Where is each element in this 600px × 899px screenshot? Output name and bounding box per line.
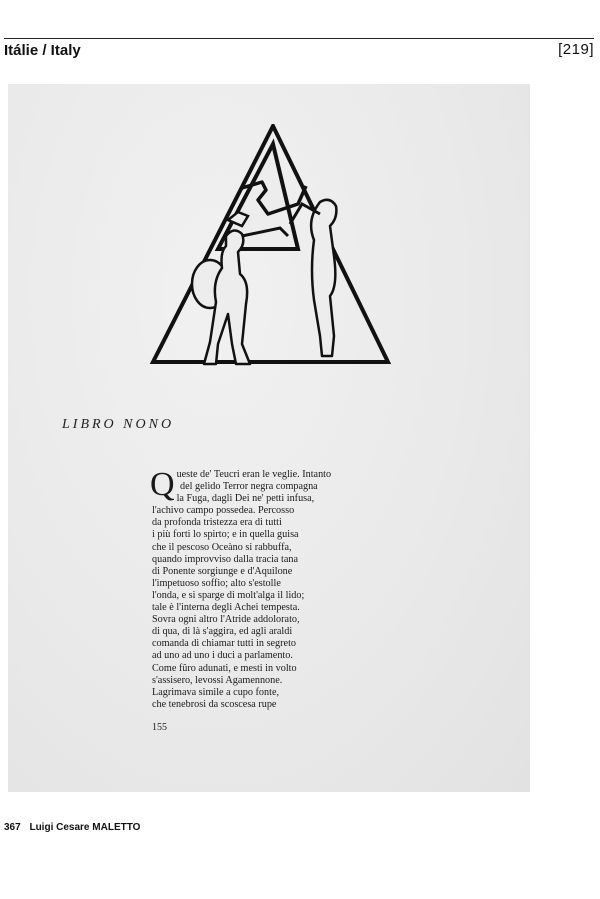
poem-line: del gelido Terror negra compagna xyxy=(180,481,318,493)
poem-line: Sovra ogni altro l'Atride addolorato, xyxy=(152,614,300,626)
poem-line: la Fuga, dagli Dei ne' petti infusa, xyxy=(176,493,315,505)
caption-number: 367 xyxy=(4,822,21,833)
poem-line: da profonda tristezza era di tutti xyxy=(152,517,282,529)
poem-line: Lagrimava simile a cupo fonte, xyxy=(152,686,280,698)
page-number: 155 xyxy=(152,722,167,733)
poem-line: s'assisero, levossi Agamennone. xyxy=(152,674,283,686)
poem-line: comanda di chiamar tutti in segreto xyxy=(152,638,296,650)
caption-author-first: Luigi Cesare xyxy=(29,822,90,833)
poem-line: che tenebrosi da scoscesa rupe xyxy=(152,698,277,710)
book-title: LIBRO NONO xyxy=(62,417,175,432)
poem-line: l'onda, e si sparge di molt'alga il lido; xyxy=(152,589,305,601)
triangle-figures-illustration xyxy=(148,124,398,374)
poem-line: i più forti lo spirto; e in quella guisa xyxy=(152,529,299,541)
header-page-ref: [219] xyxy=(558,41,594,58)
poem-line: di qua, di là s'aggira, ed agli araldi xyxy=(152,626,293,638)
poem-line: di Ponente sorgiunge e d'Aquilone xyxy=(152,565,293,577)
book-page-plate xyxy=(8,84,530,792)
drop-cap: Q xyxy=(150,466,175,503)
poem-line: l'impetuoso soffio; alto s'estolle xyxy=(152,577,281,589)
poem-text xyxy=(150,466,442,711)
poem-line: che il pescoso Oceàno si rabbuffa, xyxy=(152,541,292,553)
plate-caption xyxy=(4,822,140,833)
poem-line: l'achivo campo possedea. Percosso xyxy=(152,505,295,517)
poem-line: tale è l'interna degli Achei tempesta. xyxy=(152,602,300,614)
caption-author-last: MALETTO xyxy=(92,822,141,833)
page-header xyxy=(4,38,594,61)
poem-line: ad uno ad uno i duci a parlamento. xyxy=(152,650,293,662)
poem-line: Come fûro adunati, e mesti in volto xyxy=(152,662,297,674)
poem-line: quando improvviso dalla tracia tana xyxy=(152,553,298,565)
poem-line: ueste de' Teucri eran le veglie. Intanto xyxy=(176,469,332,480)
header-title: Itálie / Italy xyxy=(4,42,81,59)
